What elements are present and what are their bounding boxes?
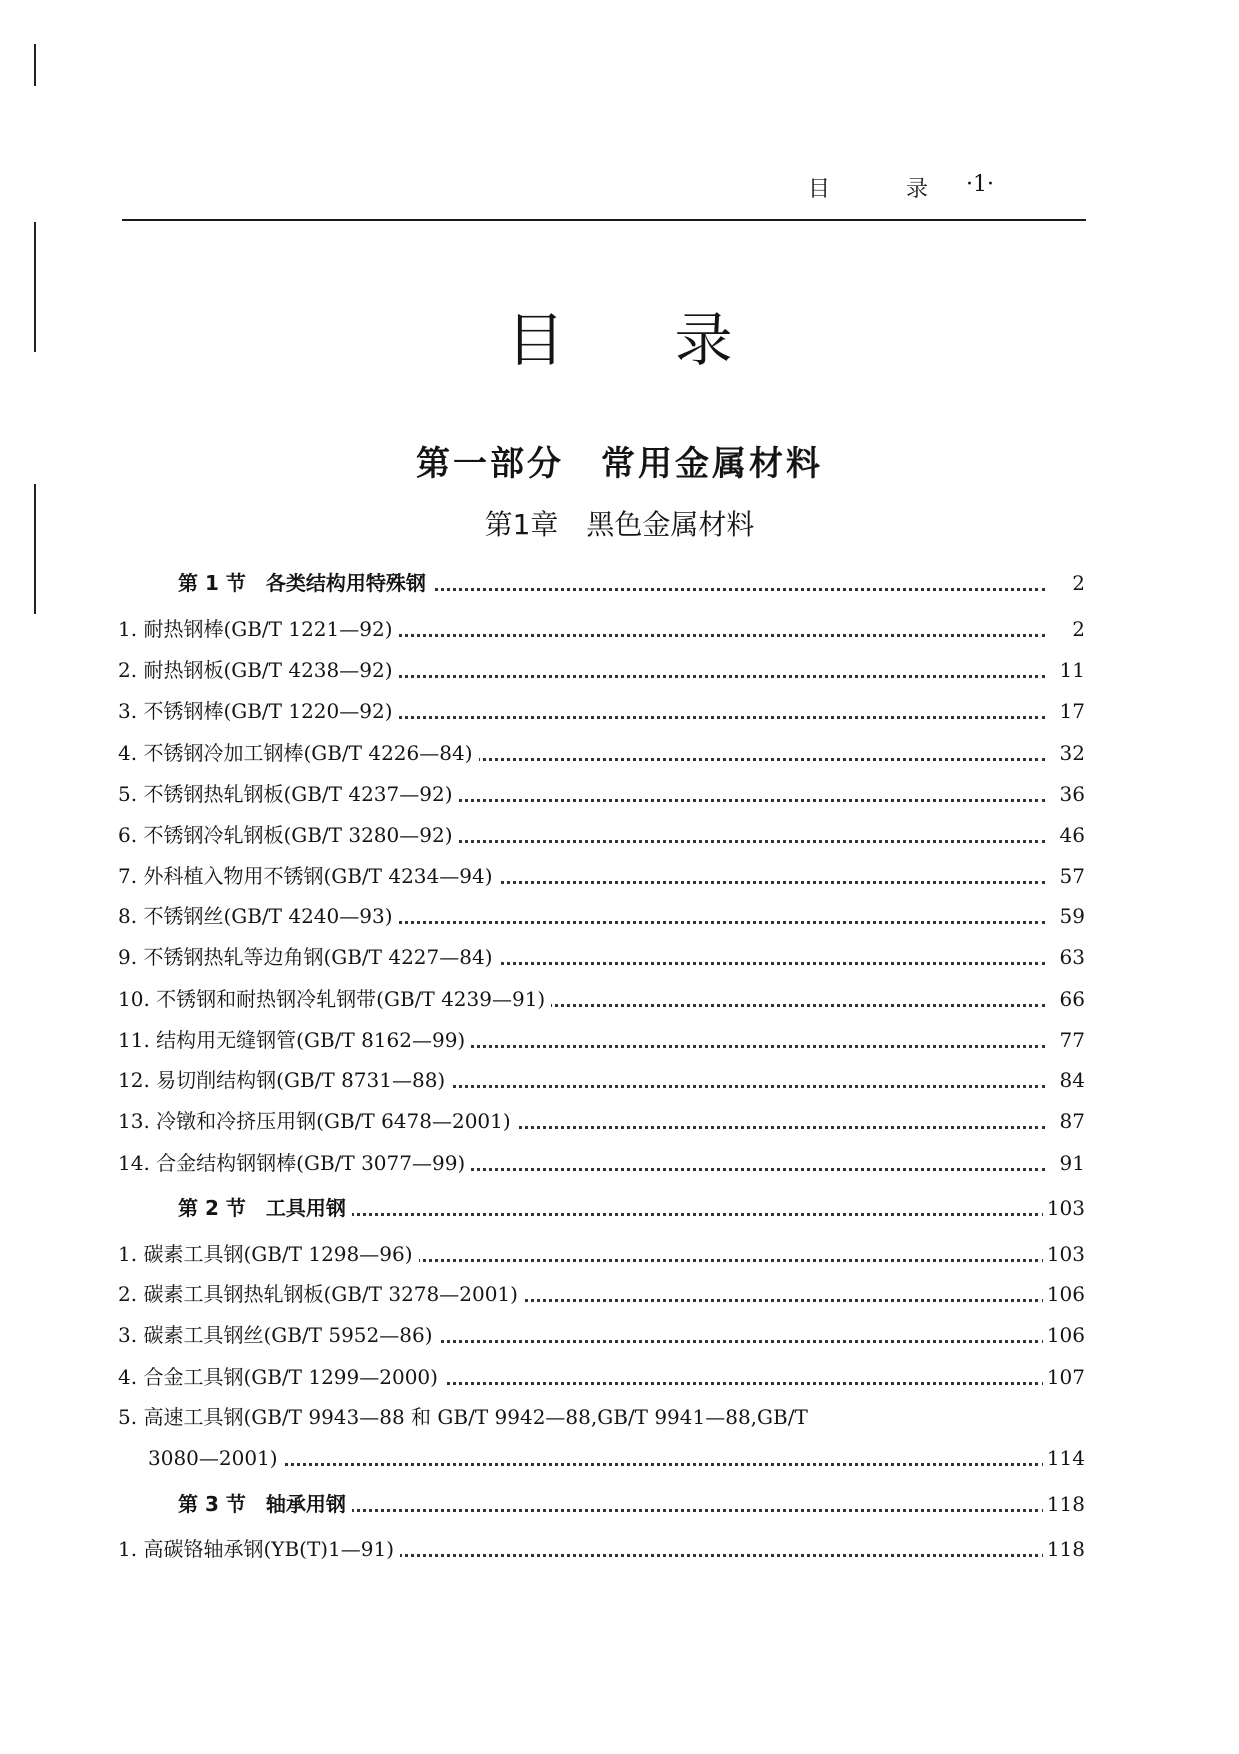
toc-item-label: 7. 外科植入物用不锈钢(GB/T 4234—94) bbox=[118, 859, 499, 893]
toc-item-label: 1. 碳素工具钢(GB/T 1298—96) bbox=[118, 1237, 419, 1271]
toc-item-label: 3080—2001) bbox=[148, 1441, 284, 1475]
toc-item-label: 12. 易切削结构钢(GB/T 8731—88) bbox=[118, 1063, 451, 1097]
binding-mark-top bbox=[34, 44, 36, 86]
toc-item-label: 2. 碳素工具钢热轧钢板(GB/T 3278—2001) bbox=[118, 1277, 524, 1311]
toc-dot-leader bbox=[158, 1463, 1045, 1466]
toc-page-number: 46 bbox=[1056, 818, 1085, 852]
running-header-page-number: ·1· bbox=[966, 172, 994, 197]
toc-item-label: 3. 碳素工具钢丝(GB/T 5952—86) bbox=[118, 1318, 439, 1352]
toc-item-row bbox=[0, 1318, 1239, 1352]
toc-page-number: 107 bbox=[1043, 1360, 1085, 1394]
toc-section-row bbox=[0, 1487, 1239, 1521]
toc-item-label: 4. 不锈钢冷加工钢棒(GB/T 4226—84) bbox=[118, 736, 479, 770]
toc-item-label: 10. 不锈钢和耐热钢冷轧钢带(GB/T 4239—91) bbox=[118, 982, 551, 1016]
header-rule bbox=[122, 219, 1086, 221]
toc-item-label: 5. 不锈钢热轧钢板(GB/T 4237—92) bbox=[118, 777, 459, 811]
toc-page-number: 77 bbox=[1056, 1023, 1085, 1057]
toc-item-row bbox=[0, 1277, 1239, 1311]
toc-page-number: 63 bbox=[1056, 940, 1085, 974]
toc-item-row bbox=[0, 1063, 1239, 1097]
toc-item-row bbox=[0, 1104, 1239, 1138]
part-title: 第一部分 常用金属材料 bbox=[416, 444, 823, 484]
toc-item-label: 9. 不锈钢热轧等边角钢(GB/T 4227—84) bbox=[118, 940, 499, 974]
toc-page-number: 2 bbox=[1068, 612, 1085, 646]
toc-item-row bbox=[0, 899, 1239, 933]
toc-page-number: 32 bbox=[1056, 736, 1085, 770]
toc-section-row bbox=[0, 566, 1239, 600]
toc-item-row bbox=[0, 940, 1239, 974]
toc-section-label: 第 1 节 各类结构用特殊钢 bbox=[178, 566, 432, 600]
toc-page-number: 66 bbox=[1056, 982, 1085, 1016]
toc-item-label: 1. 高碳铬轴承钢(YB(T)1—91) bbox=[118, 1532, 400, 1566]
toc-item-label: 14. 合金结构钢钢棒(GB/T 3077—99) bbox=[118, 1146, 471, 1180]
toc-section-label: 第 3 节 轴承用钢 bbox=[178, 1487, 352, 1521]
toc-item-label: 2. 耐热钢板(GB/T 4238—92) bbox=[118, 653, 399, 687]
toc-page-number: 103 bbox=[1043, 1237, 1085, 1271]
toc-page-number: 36 bbox=[1056, 777, 1085, 811]
toc-page-number: 118 bbox=[1043, 1487, 1085, 1521]
toc-item-row bbox=[0, 1237, 1239, 1271]
running-header bbox=[0, 172, 1239, 208]
running-header-title-left: 目 bbox=[808, 177, 831, 202]
toc-item-label: 1. 耐热钢棒(GB/T 1221—92) bbox=[118, 612, 399, 646]
toc-section-row bbox=[0, 1191, 1239, 1225]
toc-item-row bbox=[0, 694, 1239, 728]
toc-item-row bbox=[0, 1532, 1239, 1566]
toc-item-label: 4. 合金工具钢(GB/T 1299—2000) bbox=[118, 1360, 444, 1394]
page-title: 目录 bbox=[506, 306, 843, 374]
toc-item-row bbox=[0, 1441, 1239, 1475]
toc-item-row bbox=[0, 777, 1239, 811]
toc-item-row bbox=[0, 736, 1239, 770]
toc-page-number: 84 bbox=[1056, 1063, 1085, 1097]
toc-item-row bbox=[0, 1360, 1239, 1394]
toc-item-row bbox=[0, 1023, 1239, 1057]
toc-page-number: 2 bbox=[1068, 566, 1085, 600]
toc-page-number: 11 bbox=[1056, 653, 1085, 687]
chapter-title: 第1章 黑色金属材料 bbox=[484, 508, 755, 541]
toc-page-number: 57 bbox=[1056, 859, 1085, 893]
toc-item-label: 6. 不锈钢冷轧钢板(GB/T 3280—92) bbox=[118, 818, 459, 852]
toc-page-number: 118 bbox=[1043, 1532, 1085, 1566]
toc-page-number: 106 bbox=[1043, 1318, 1085, 1352]
toc-page-number: 106 bbox=[1043, 1277, 1085, 1311]
toc-item-row bbox=[0, 818, 1239, 852]
toc-section-label: 第 2 节 工具用钢 bbox=[178, 1191, 352, 1225]
toc-item-label: 3. 不锈钢棒(GB/T 1220—92) bbox=[118, 694, 399, 728]
toc-item-row bbox=[0, 1146, 1239, 1180]
toc-item-row bbox=[0, 612, 1239, 646]
toc-page-number: 59 bbox=[1056, 899, 1085, 933]
toc-page-number: 87 bbox=[1056, 1104, 1085, 1138]
toc-item-row bbox=[0, 1400, 1239, 1434]
toc-item-label: 5. 高速工具钢(GB/T 9943—88 和 GB/T 9942—88,GB/T 9941—88,GB/T bbox=[118, 1400, 814, 1434]
toc-item-label: 11. 结构用无缝钢管(GB/T 8162—99) bbox=[118, 1023, 471, 1057]
running-header-title-right: 录 bbox=[906, 177, 929, 202]
toc-item-row bbox=[0, 653, 1239, 687]
toc-item-label: 13. 冷镦和冷挤压用钢(GB/T 6478—2001) bbox=[118, 1104, 517, 1138]
toc-item-label: 8. 不锈钢丝(GB/T 4240—93) bbox=[118, 899, 399, 933]
toc-page-number: 17 bbox=[1056, 694, 1085, 728]
toc-item-row bbox=[0, 982, 1239, 1016]
toc-page-number: 103 bbox=[1043, 1191, 1085, 1225]
toc-item-row bbox=[0, 859, 1239, 893]
toc-page-number: 114 bbox=[1043, 1441, 1085, 1475]
toc-page-number: 91 bbox=[1056, 1146, 1085, 1180]
